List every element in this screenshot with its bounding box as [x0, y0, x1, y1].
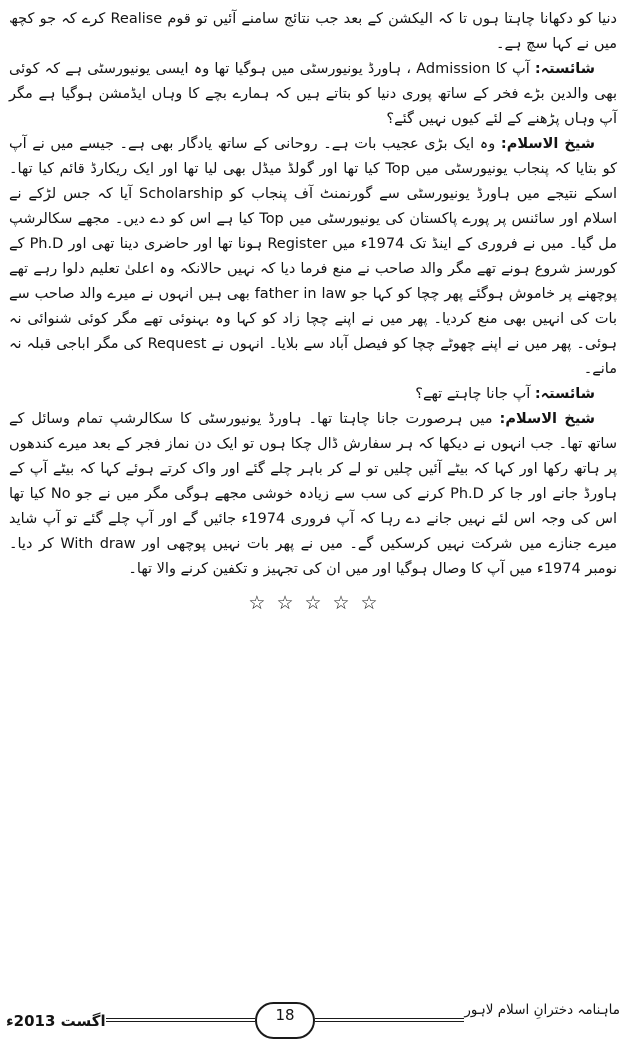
paragraph-text: آپ جانا چاہتے تھے؟ — [415, 386, 531, 402]
paragraph-text: وہ ایک بڑی عجیب بات ہے۔ روحانی کے ساتھ یادگار بھی ہے۔ جیسے میں نے آپ کو بتایا کہ پنجاب یونیورسٹی میں Top کیا تھا اور گولڈ میڈل بھی لیا تھا اور ایک ریکارڈ قائم کیا تھا۔ اسکے نتیجے میں ہاورڈ یونیورسٹی سے گورنمنٹ آف پنجاب کو Scholarship آیا کہ جس لڑکے نے اسلام اور سائنس پر پورے پاکستان کی یونیورسٹی میں Top کیا ہے اس کو دے دیں۔ مجھے سکالرشپ مل گیا۔ میں نے فروری کے اینڈ تک 1974ء میں Register ہونا تھا اور حاضری دینا تھی اور Ph.D کے کورسز شروع ہونے تھے مگر والد صاحب نے منع فرما دیا کہ نہیں حالانکہ وہ اعلیٰ تعلیم دلوا رہے تھے پوچھنے پر خاموش ہوگئے پھر چچا کو کہا جو father in law بھی ہیں انہوں نے میرے والد صاحب سے بات کی انہیں بھی منع کردیا۔ پھر میں نے اپنے چچا زاد کو کہا وہ بہنوئی تھے مگر کوئی شنوائی نہ ہوئی۔ پھر میں نے اپنے چھوٹے چچا کو فیصل آباد سے بلایا۔ انہوں نے Request کی مگر اباجی قبلہ نہ مانے۔ — [9, 136, 617, 377]
paragraph-4 — [9, 382, 617, 407]
speaker-name: شائستہ: — [534, 61, 596, 77]
footer-rule-right — [315, 1018, 464, 1022]
paragraph-5 — [9, 407, 617, 582]
page-footer — [4, 994, 622, 1046]
footer-magazine-title: ماہنامہ دخترانِ اسلام لاہور — [464, 1002, 620, 1018]
speaker-name: شائستہ: — [534, 386, 595, 402]
paragraph-text: میں ہرصورت جانا چاہتا تھا۔ ہاورڈ یونیورسٹی کا سکالرشپ تمام وسائل کے ساتھ تھا۔ جب انہوں نے دیکھا کہ ہر سفارش ڈال چکا ہوں تو ایک دن نماز فجر کے بعد میرے کندھوں پر ہاتھ رکھا اور کہا کہ بیٹے آئیں چلیں تو لے کر باہر چلے گئے اور واک کرتے ہوئے کہا کہ بیٹے آپ کے ہاورڈ جانے اور جا کر Ph.D کرنے کی سب سے زیادہ خوشی مجھے ہوگی مگر میں نے جو No کیا تھا اس کی وجہ اس لئے نہیں جانے دے رہا کہ آپ فروری 1974ء جائیں گے اور آپ چلے گئے تو آپ شاید میرے جنازے میں شرکت نہیں کرسکیں گے۔ میں نے پھر بات نہیں پوچھی اور With draw کر دیا۔ نومبر 1974ء میں آپ کا وصال ہوگیا اور میں ان کی تجہیز و تکفین کرنے والا تھا۔ — [9, 411, 617, 577]
paragraph-2 — [9, 57, 617, 132]
section-divider — [9, 591, 617, 616]
paragraph-text: دنیا کو دکھانا چاہتا ہوں تا کہ الیکشن کے بعد جب نتائج سامنے آئیں تو قوم Realise کرے کہ جو کچھ میں نے کہا سچ ہے۔ — [9, 11, 617, 52]
paragraph-1 — [9, 7, 617, 57]
page-number: 18 — [275, 1005, 295, 1024]
paragraph-text: آپ کا Admission ، ہاورڈ یونیورسٹی میں ہوگیا تھا وہ ایسی یونیورسٹی ہے کہ کوئی بھی والدین بڑے فخر کے ساتھ پوری دنیا کو بتاتے ہیں کہ ہمارے بچے کا وہاں ایڈمشن ہوگیا ہے مگر آپ وہاں پڑھنے کے لئے کیوں نہیں گئے؟ — [9, 61, 617, 127]
star-icons: ☆☆☆☆☆ — [248, 592, 389, 614]
page-number-badge — [255, 1002, 315, 1039]
speaker-name: شیخ الاسلام: — [500, 136, 596, 152]
paragraph-3 — [9, 132, 617, 382]
footer-rule-left — [106, 1018, 255, 1022]
footer-issue-date: اگست 2013ء — [6, 1012, 106, 1030]
speaker-name: شیخ الاسلام: — [499, 411, 596, 427]
